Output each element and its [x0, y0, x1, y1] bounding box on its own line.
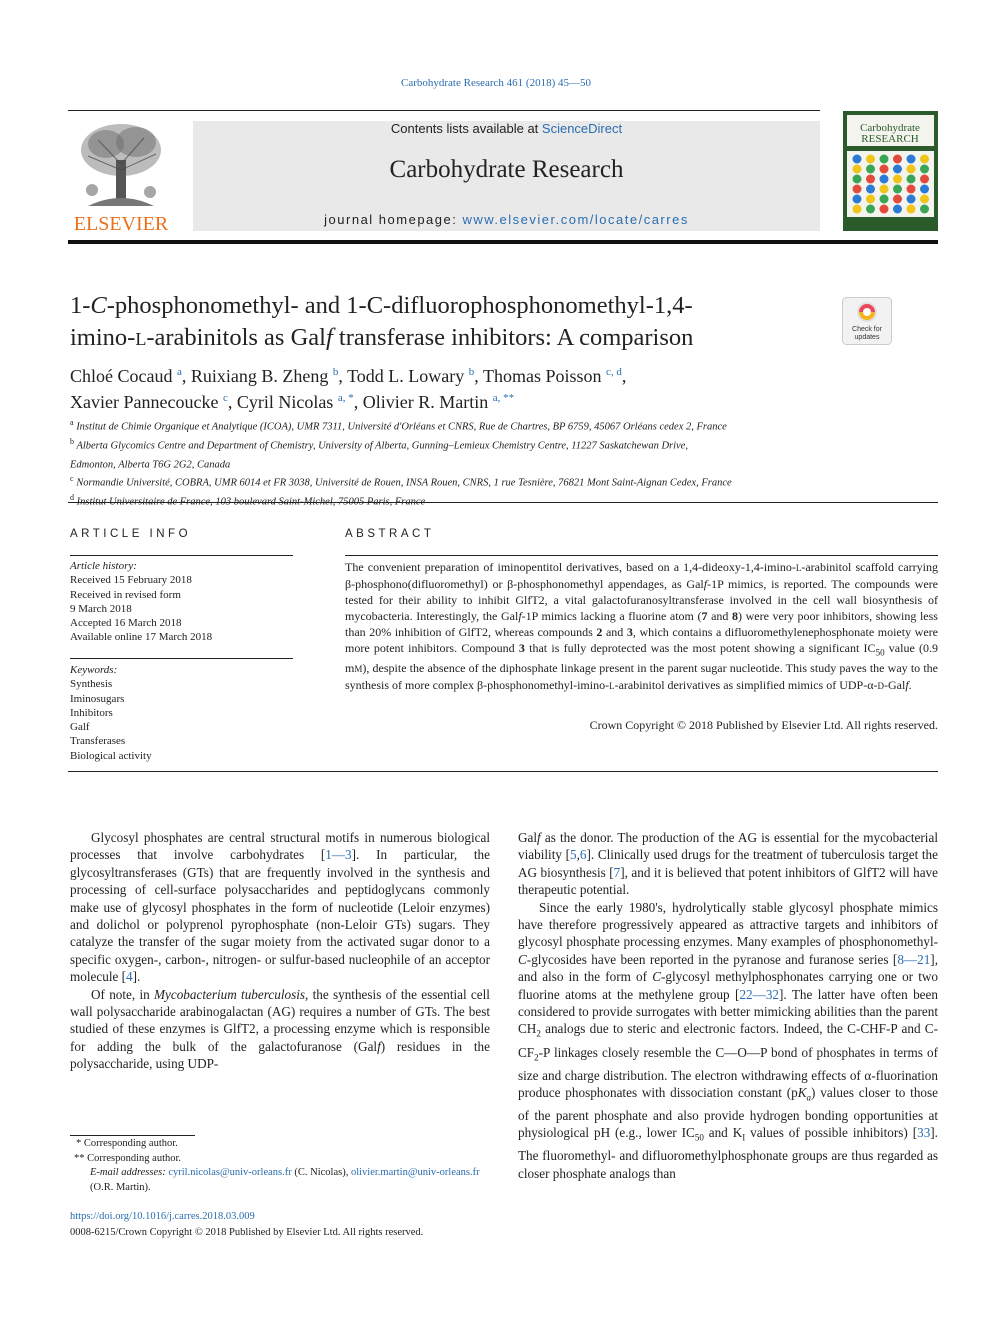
cover-decoration-dot	[907, 175, 916, 184]
cover-title-line1: Carbohydrate	[860, 122, 920, 134]
keyword-item: Galf	[70, 721, 90, 734]
keyword-item: Biological activity	[70, 749, 152, 762]
issn-copyright: 0008-6215/Crown Copyright © 2018 Published by Elsevier Ltd. All rights reserved.	[70, 1227, 424, 1238]
title-segment: transferase inhibitors: A comparison	[332, 324, 694, 351]
abstract-copyright: Crown Copyright © 2018 Published by Elsevier Ltd. All rights reserved.	[589, 718, 938, 732]
check-updates-line1: Check for	[852, 326, 882, 333]
author-separator: ,	[227, 392, 237, 412]
cover-decoration-dot	[853, 195, 862, 204]
keywords-rule	[70, 658, 293, 659]
keyword-item: Inhibitors	[70, 706, 113, 719]
author-name[interactable]: Olivier R. Martin	[362, 392, 489, 412]
journal-cover-image	[843, 111, 938, 231]
cover-decoration-dot	[907, 155, 916, 164]
section-rule-bottom	[68, 771, 938, 772]
affiliation-item	[70, 435, 940, 454]
keywords-label: Keywords:	[70, 664, 118, 676]
history-items	[70, 573, 295, 644]
article-info-rule	[70, 555, 293, 556]
affiliation-key: c	[70, 474, 74, 484]
cover-decoration-dot	[893, 195, 902, 204]
body-paragraph: Glycosyl phosphates are central structural motifs in numerous biological processes that involve carbohydrates [1—3]. In particular, the glycosyltransferases (GTs) that are frequently involved in the synthesis and processing of cell-surface polysaccharides and peptidoglycans commonly make use of glycosyl phosphates in the form of nucleotide (Leloir enzymes) and dolichol or polyprenol pyrophosphate (non-Leloir GTs) sugars. They catalyze the transfer of the sugar moiety from the activated sugar donor to a specific oxygen-, carbon-, nitrogen- or sulfur-based nucleophile of an acceptor molecule [4].	[70, 830, 490, 985]
doi-link[interactable]: https://doi.org/10.1016/j.carres.2018.03.009	[70, 1211, 255, 1222]
cover-decoration-dot	[893, 205, 902, 214]
cover-decoration-dot	[920, 155, 929, 164]
title-segment: C	[90, 292, 107, 319]
author-separator: ,	[338, 366, 348, 386]
abstract-text: The convenient preparation of iminopentitol derivatives, based on a 1,4-dideoxy-1,4-imino-L-arabinitol scaffold carrying β-phosphono(difluoromethyl) or β-phosphonomethyl appendages, as Galf-1P mimics, is reported. The compounds were tested for their ability to inhibit GlfT2, a vital galactofuranosyltransferase involved in the cell wall biosynthesis of mycobacteria. Interestingly, the Galf-1P mimics lacking a fluorine atom (7 and 8) were very poor inhibitors, showing less than 20% inhibition of GlfT2, whereas compounds 2 and 3, which contains a difluoromethylenephosphonate moiety were more potent inhibitors. Compound 3 that is fully deprotected was the most potent showing a significant $IC_{50}$ value (0.9 mM), despite the absence of the diphosphate linkage present in the parent sugar nucleotide. This study paves the way to the synthesis of more complex β-phosphonomethyl-imino-L-arabinitol derivatives as simplified mimics of UDP-α-D-Galf.	[345, 560, 939, 693]
author-name[interactable]: Xavier Pannecoucke	[70, 392, 219, 412]
elsevier-tree-icon	[68, 120, 174, 234]
journal-name: Carbohydrate Research	[389, 156, 624, 183]
cover-decoration-dot	[920, 165, 929, 174]
cover-decoration-dot	[866, 165, 875, 174]
affiliation-key: b	[70, 436, 74, 446]
footnotes	[70, 1137, 490, 1195]
cover-decoration-dot	[880, 175, 889, 184]
cover-decoration-dot	[853, 175, 862, 184]
author-affiliation-marker[interactable]: a, **	[492, 392, 515, 404]
cover-decoration-dot	[893, 185, 902, 194]
affiliation-item	[70, 472, 940, 491]
journal-reference-link[interactable]: Carbohydrate Research 461 (2018) 45—50	[400, 77, 591, 89]
keyword-item: Synthesis	[70, 678, 113, 691]
author-affiliation-marker[interactable]: c, d	[605, 366, 622, 378]
cover-decoration-dot	[920, 205, 929, 214]
affiliation-text: Alberta Glycomics Centre and Department of Chemistry, University of Alberta, Gunning–Lemieux Chemistry Centre, 11227 Saskatchewan Drive,	[76, 440, 688, 452]
citation-link[interactable]: 4	[126, 969, 133, 985]
cover-decoration-dot	[907, 195, 916, 204]
affiliation-item	[70, 454, 940, 473]
homepage-prefix: journal homepage:	[324, 212, 463, 227]
keyword-item: Transferases	[70, 735, 126, 748]
affiliation-text: Normandie Université, COBRA, UMR 6014 et FR 3038, Université de Rouen, INSA Rouen, CNRS, 1 rue Tesnière, 76821 Mont Saint-Aignan Cedex, France	[76, 477, 732, 489]
author-name[interactable]: Chloé Cocaud	[70, 366, 173, 386]
cover-decoration-dot	[866, 205, 875, 214]
elsevier-wordmark: ELSEVIER	[73, 213, 169, 234]
body-column-left	[70, 829, 490, 1073]
citation-link[interactable]: 1—3	[325, 847, 352, 863]
article-history	[70, 559, 295, 645]
cover-decoration-dot	[866, 175, 875, 184]
cover-decoration-dot	[893, 155, 902, 164]
citation-link[interactable]: 5	[570, 847, 577, 863]
author-name[interactable]: Todd L. Lowary	[347, 366, 465, 386]
history-item: Accepted 16 March 2018	[70, 617, 182, 630]
article-title	[70, 290, 810, 355]
body-paragraph: Of note, in Mycobacterium tuberculosis, the synthesis of the essential cell wall polysaccharide arabinogalactan (AG) requires a number of GTs. The best studied of these enzymes is GlfT2, a processing enzyme which is responsible for adding the bulk of the galactofuranose (Galf) residues in the polysaccharide, using UDP-	[70, 986, 490, 1072]
citation-link[interactable]: 6	[579, 847, 587, 863]
author-list	[70, 361, 940, 413]
author-name[interactable]: Thomas Poisson	[482, 366, 602, 386]
title-segment: -phosphonomethyl- and 1-C-difluorophosphonomethyl-1,4-	[106, 292, 693, 319]
homepage-line	[193, 212, 820, 227]
corresponding-author-1: * Corresponding author.	[76, 1138, 178, 1149]
history-item: Received 15 February 2018	[70, 574, 192, 587]
body-paragraph: Since the early 1980's, hydrolytically stable glycosyl phosphate mimics have therefore progressively appeared as attractive targets and inhibitors of glycosyl phosphate processing enzymes. Many examples of phosphonomethyl-C-glycosides have been reported in the pyranose and furanose series [8—21], and also in the form of C-glycosyl methylphosphonates carrying one or two fluorine atoms at the methylene group [22—32]. The latter have often been considered to provide surrogates with better mimicking abilities than the parent $CH_2$ analogs due to steric and electronic factors. Indeed, the C-CHF-P and $C-CF_2-P$ linkages closely resemble the C—O—P bond of phosphates in terms of size and charge distribution. The electron withdrawing effects of α-fluorination produce phosphonates with dissociation constant $(pK_a)$ values closer to those of the parent phosphate and also provide hydrogen bonding opportunities at physiological pH (e.g., lower $IC_{50}$ and $K_I$ values of possible inhibitors) [33]. The fluoromethyl- and difluoromethylphosphonate groups are thus regarded as closer phosphate analogs than	[518, 899, 938, 1181]
cover-decoration-dot	[866, 185, 875, 194]
abstract-heading: ABSTRACT	[345, 528, 435, 540]
cover-decoration-dot	[880, 185, 889, 194]
contents-line	[193, 121, 820, 136]
title-segment: 1-	[70, 292, 91, 319]
author-separator: ,	[353, 392, 363, 412]
cover-decoration-dot	[880, 205, 889, 214]
email-line: E-mail addresses: cyril.nicolas@univ-orleans.fr (C. Nicolas), olivier.martin@univ-orleans.fr (O.R. Martin).	[90, 1167, 480, 1193]
sciencedirect-link[interactable]: ScienceDirect	[541, 121, 623, 136]
check-for-updates-badge[interactable]	[842, 297, 892, 345]
keywords-block	[70, 663, 295, 763]
affiliation-text: Edmonton, Alberta T6G 2G2, Canada	[70, 459, 231, 471]
corresponding-author-2: ** Corresponding author.	[74, 1152, 182, 1164]
affiliation-item	[70, 416, 940, 435]
affiliation-text: Institut Universitaire de France, 103 boulevard Saint-Michel, 75005 Paris, France	[76, 496, 426, 508]
author-affiliation-marker[interactable]: b	[468, 366, 475, 378]
keyword-item: Iminosugars	[70, 692, 125, 705]
author-affiliation-marker[interactable]: a	[176, 366, 182, 378]
cover-decoration-dot	[907, 205, 916, 214]
title-segment: imino-	[70, 324, 136, 351]
affiliation-key: d	[70, 493, 74, 503]
author-separator: ,	[181, 366, 191, 386]
history-item: Available online 17 March 2018	[70, 631, 213, 644]
section-rule	[68, 502, 938, 503]
journal-cover-thumbnail[interactable]	[843, 111, 938, 231]
author-separator: ,	[621, 366, 627, 386]
abstract-rule	[345, 555, 938, 556]
history-label: Article history:	[70, 560, 137, 572]
cover-decoration-dot	[880, 195, 889, 204]
title-segment: -arabinitols as Gal	[146, 324, 326, 351]
check-updates-icon	[842, 297, 892, 345]
cover-decoration-dot	[866, 195, 875, 204]
history-item: Received in revised form	[70, 588, 181, 601]
cover-decoration-dot	[907, 165, 916, 174]
title-segment: f	[325, 324, 333, 351]
cover-decoration-dot	[853, 165, 862, 174]
cover-decoration-dot	[880, 165, 889, 174]
title-segment: L	[135, 329, 147, 349]
email-link-martin[interactable]: olivier.martin@univ-orleans.fr	[350, 1167, 480, 1178]
cover-decoration-dot	[853, 205, 862, 214]
cover-decoration-dot	[880, 155, 889, 164]
cover-decoration-dot	[893, 165, 902, 174]
author-affiliation-marker[interactable]: c	[222, 392, 228, 404]
history-item: 9 March 2018	[70, 602, 132, 615]
keyword-items	[70, 677, 295, 763]
header-top-rule	[68, 110, 820, 111]
citation-link[interactable]: 22—32	[739, 986, 779, 1002]
cover-decoration-dot	[920, 195, 929, 204]
affiliation-item	[70, 491, 940, 510]
cover-decoration-dot	[907, 185, 916, 194]
citation-link[interactable]: 33	[917, 1125, 931, 1141]
author-name[interactable]: Ruixiang B. Zheng	[190, 366, 329, 386]
author-affiliation-marker[interactable]: a, *	[337, 392, 354, 404]
affiliation-key: a	[70, 418, 74, 427]
author-separator: ,	[474, 366, 483, 386]
email-link-nicolas[interactable]: cyril.nicolas@univ-orleans.fr	[168, 1167, 292, 1178]
article-info-heading: ARTICLE INFO	[70, 528, 192, 540]
check-updates-line2: updates	[854, 334, 880, 341]
cover-decoration-dot	[920, 185, 929, 194]
body-paragraph: Galf as the donor. The production of the AG is essential for the mycobacterial viability [5,6]. Clinically used drugs for the treatment of tuberculosis target the AG biosynthesis [7], and it is believed that potent inhibitors of GlfT2 will have therapeutic potential.	[518, 830, 938, 898]
citation-link[interactable]: 7	[613, 864, 621, 880]
body-column-right	[518, 829, 938, 1182]
affiliation-list	[70, 416, 940, 510]
author-affiliation-marker[interactable]: b	[332, 366, 339, 378]
affiliation-text: Institut de Chimie Organique et Analytique (ICOA), UMR 7311, Université d'Orléans et CNRS, Rue de Chartres, BP 6759, 45067 Orléans cedex 2, France	[76, 421, 727, 433]
citation-link[interactable]: 8—21	[897, 951, 931, 967]
contents-prefix: Contents lists available at	[390, 121, 542, 136]
elsevier-logo[interactable]	[68, 120, 174, 234]
cover-decoration-dot	[853, 185, 862, 194]
footnote-rule	[70, 1135, 195, 1136]
cover-decoration-dot	[893, 175, 902, 184]
author-name[interactable]: Cyril Nicolas	[236, 392, 334, 412]
cover-decoration-dot	[920, 175, 929, 184]
header-thick-rule	[68, 240, 938, 244]
cover-decoration-dot	[866, 155, 875, 164]
homepage-link[interactable]: www.elsevier.com/locate/carres	[462, 212, 689, 227]
cover-decoration-dot	[853, 155, 862, 164]
cover-title-line2: RESEARCH	[861, 133, 919, 145]
